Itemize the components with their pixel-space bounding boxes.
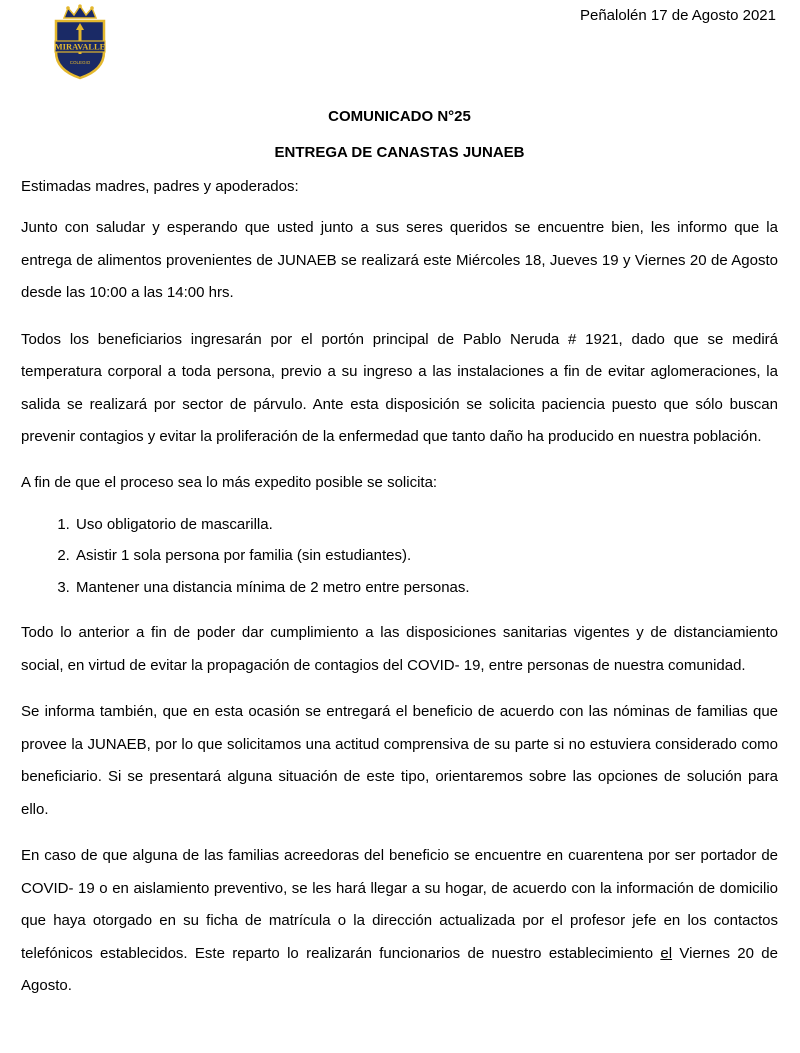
list-item: 2. Asistir 1 sola persona por familia (sin estudiantes). [74,540,778,572]
paragraph: Junto con saludar y esperando que usted junto a sus seres queridos se encuentre bien, les informo que la entrega de alimentos provenientes de JUNAEB se realizará este Miércoles 18, Jueves 19 y Viernes 20 de Agosto desde las 10:00 a las 14:00 hrs. [21,219,778,301]
school-crest-logo [52,4,108,80]
logo-text: MIRAVALLE [54,41,106,52]
underlined-word: el [660,944,673,962]
list-intro: A fin de que el proceso sea lo más expedito posible se solicita: [21,473,438,491]
document-date: Peñalolén 17 de Agosto 2021 [579,7,776,24]
salutation: Estimadas madres, padres y apoderados: [21,178,299,195]
logo-subtext: COLEGIO [69,60,91,65]
list-item: 3. Mantener una distancia mínima de 2 metro entre personas. [74,572,778,604]
final-paragraph [21,840,778,1003]
final-paragraph-text: En caso de que alguna de las familias acreedoras del beneficio se encuentre en cuarentena por ser portador de COVID- 19 o en aislamiento preventivo, se les hará llegar a su hogar, de acuerdo con la información de domicilio que haya otorgado en su ficha de matrícula o la dirección actualizada por el profesor jefe en los contactos telefónicos establecidos. Este reparto lo realizarán funcionarios de nuestro establecimiento [21,847,778,962]
document-title: COMUNICADO N°25 [328,108,471,125]
paragraph: Todos los beneficiarios ingresarán por el portón principal de Pablo Neruda # 1921, dado que se medirá temperatura corporal a toda persona, previo a su ingreso a las instalaciones a fin de evitar aglomeraciones, la salida se realizará por sector de párvulo. Ante esta disposición se solicita paciencia puesto que sólo buscan prevenir contagios y evitar la proliferación de la enfermedad que tanto daño ha producido en nuestra población. [21,330,778,445]
final-paragraph-end: Viernes 20 de Agosto. [21,944,778,994]
letter-body [21,106,778,1003]
document-subtitle: ENTREGA DE CANASTAS JUNAEB [274,144,525,161]
paragraph: Todo lo anterior a fin de poder dar cumplimiento a las disposiciones sanitarias vigentes y de distanciamiento social, en virtud de evitar la propagación de contagios del COVID- 19, entre personas de nuestra comunidad. [21,624,778,674]
paragraph: Se informa también, que en esta ocasión se entregará el beneficio de acuerdo con las nóminas de familias que provee la JUNAEB, por lo que solicitamos una actitud comprensiva de su parte si no estuviera considerado como beneficiario. Si se presentará alguna situación de este tipo, orientaremos sobre las opciones de solución para ello. [21,703,778,818]
list-item: 1. Uso obligatorio de mascarilla. [74,509,778,541]
requirements-list [21,509,778,604]
